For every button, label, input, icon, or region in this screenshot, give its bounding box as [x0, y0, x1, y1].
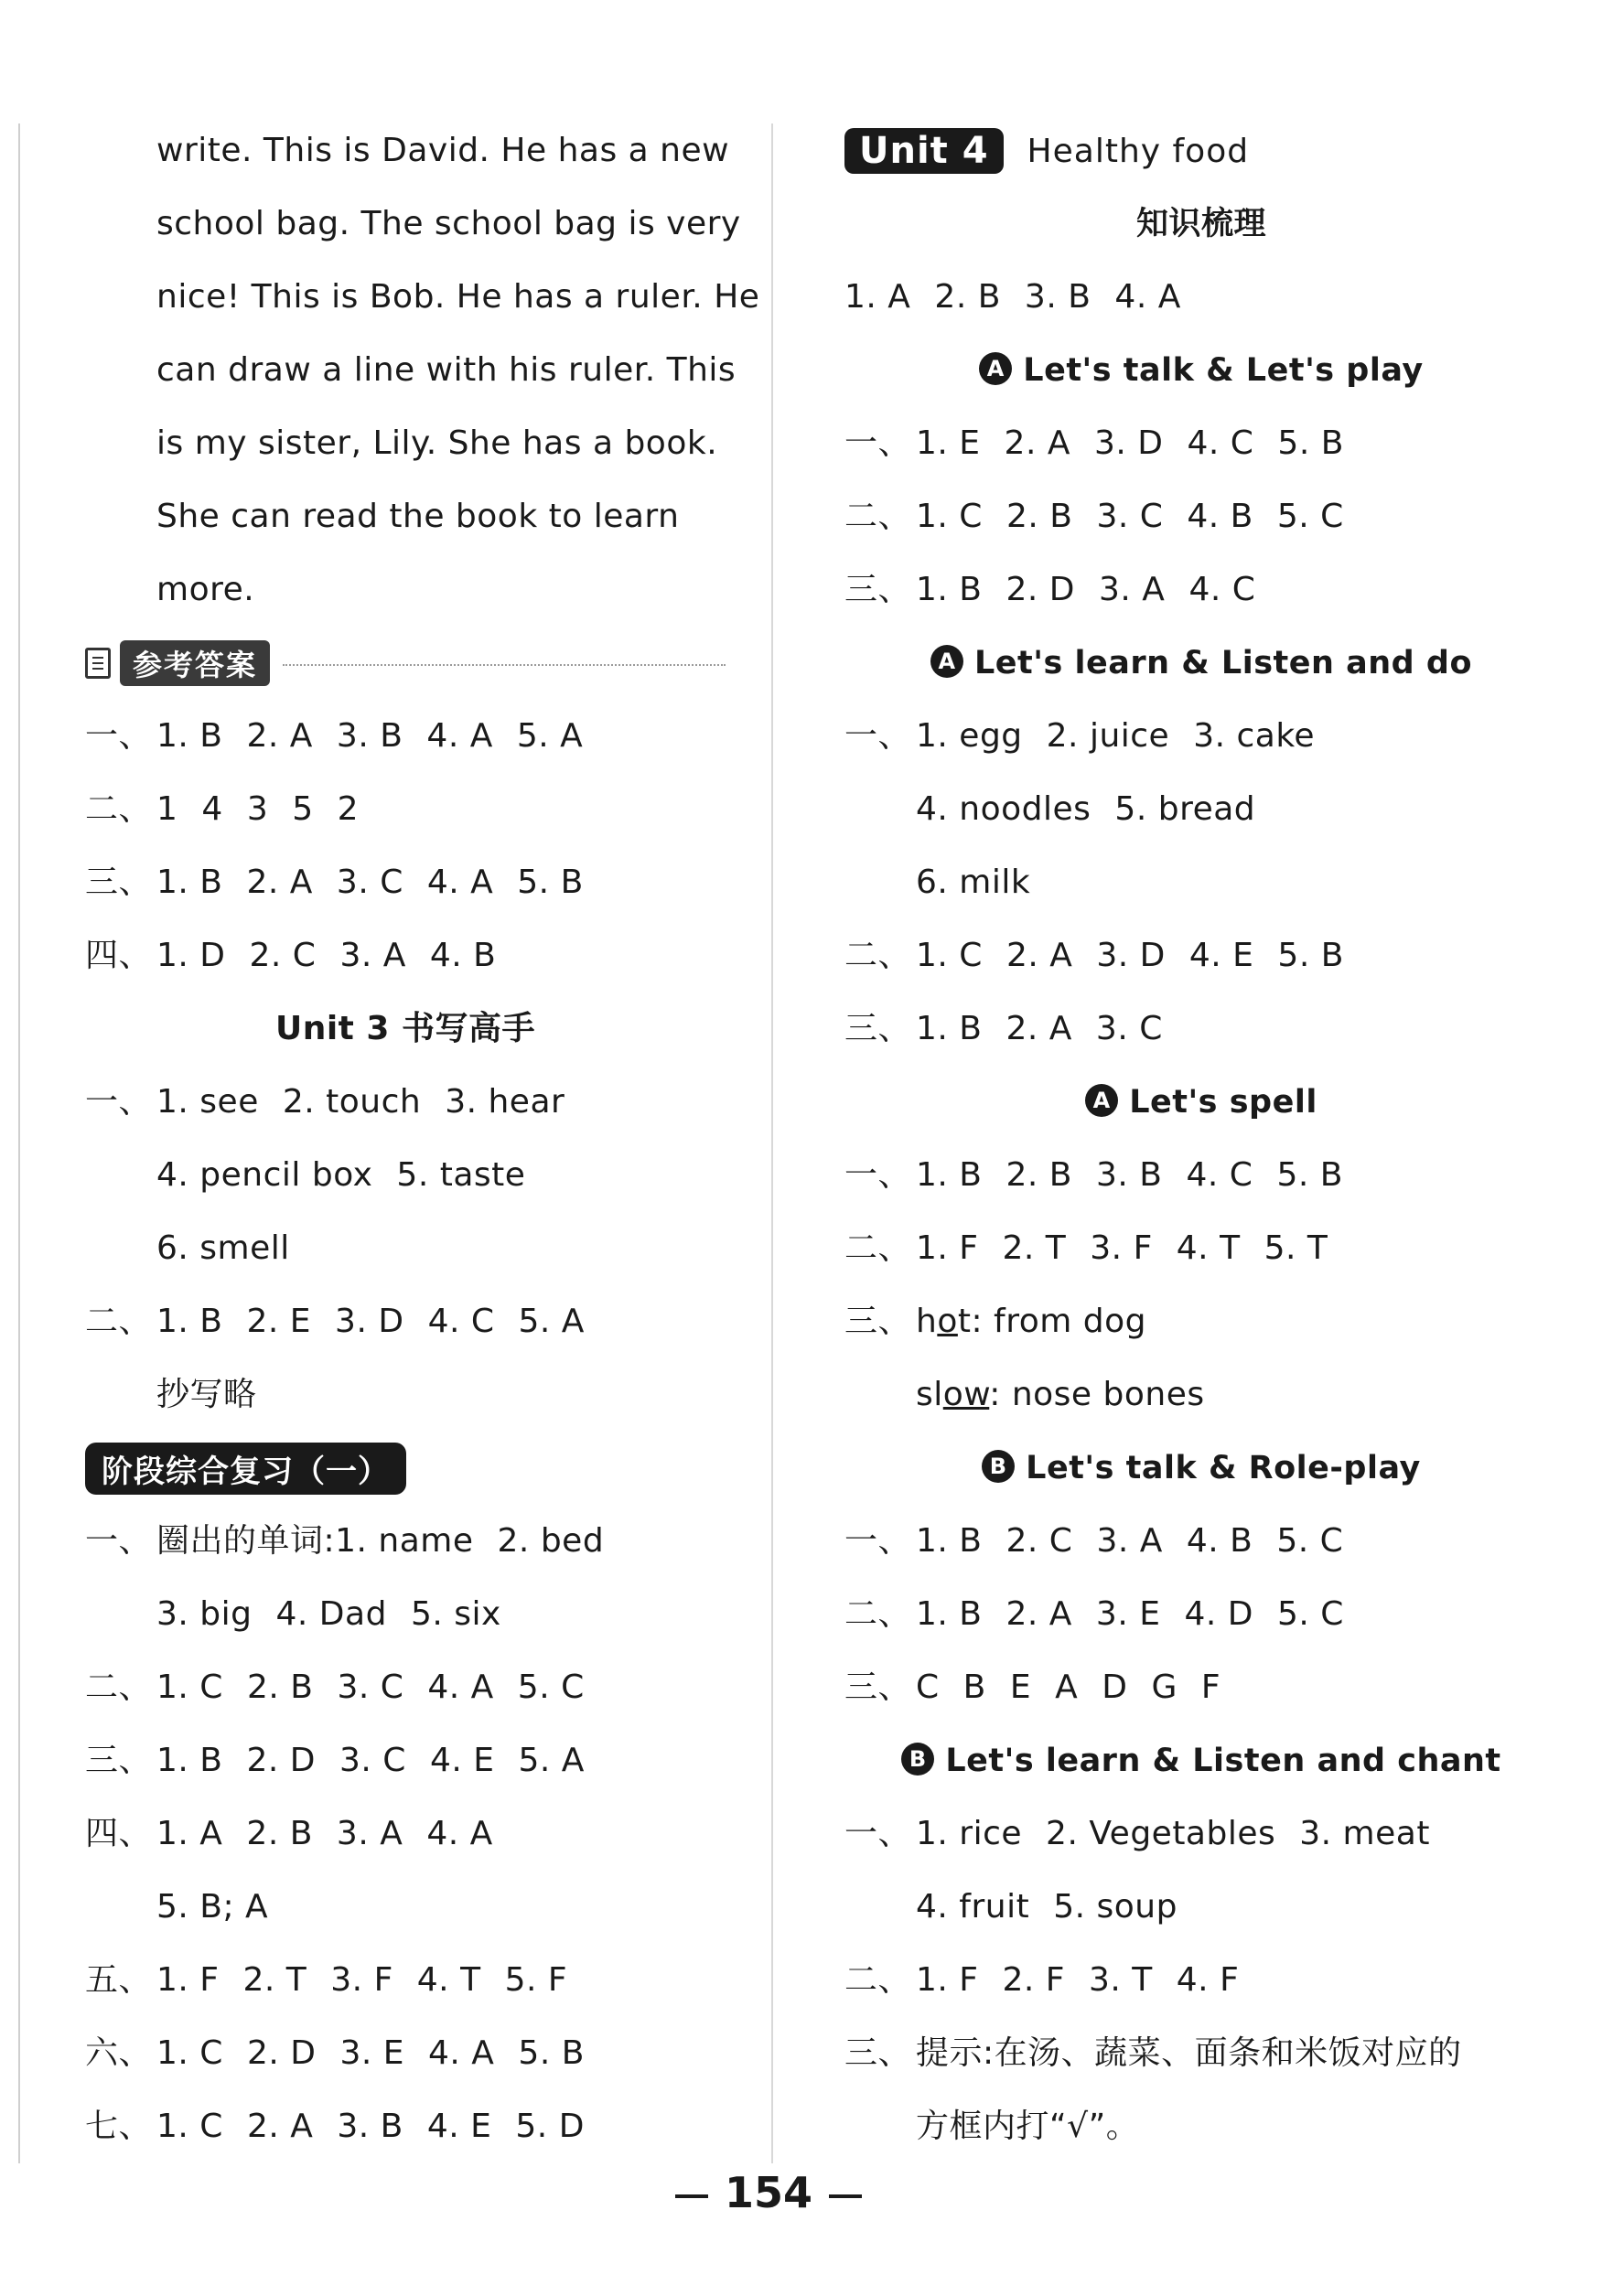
hot-word-start: h — [916, 1303, 938, 1340]
unit-title: Healthy food — [1027, 132, 1250, 170]
answer-item: 4. B — [1186, 1522, 1253, 1560]
row-prefix: 四、 — [85, 1815, 153, 1852]
row-prefix: 三、 — [844, 571, 912, 608]
answer-item: 2. Vegetables — [1046, 1815, 1276, 1852]
answer-row — [844, 1358, 1558, 1432]
answer-row — [85, 773, 726, 846]
answer-item: 5. C — [1276, 1595, 1344, 1633]
stage-review-label: 阶段综合复习（一） — [85, 1443, 406, 1495]
row-prefix: 一、 — [85, 1083, 153, 1121]
answer-item: 3. big — [156, 1595, 253, 1633]
answer-row — [85, 1139, 726, 1212]
answer-item: 2. bed — [497, 1522, 605, 1560]
answer-row — [844, 1871, 1558, 1944]
answer-item: 4. C — [1187, 424, 1254, 462]
answer-item: 2. C — [249, 937, 317, 974]
answer-item: 2. B — [246, 1668, 314, 1706]
row-prefix: 二、 — [85, 1303, 153, 1340]
section-heading — [844, 1432, 1558, 1505]
answer-row — [844, 407, 1558, 480]
answer-row — [85, 1212, 726, 1285]
left-margin-rule — [18, 123, 20, 2163]
part-a-badge: A — [979, 352, 1012, 385]
answer-item: 5. B — [518, 2034, 585, 2072]
answer-item: 4 — [201, 790, 223, 828]
answer-item: 3. C — [336, 864, 403, 901]
answer-item: 1. see — [156, 1083, 259, 1121]
answer-item: 3. B — [1096, 1156, 1163, 1194]
answer-row — [85, 1944, 726, 2017]
answer-row — [85, 1724, 726, 1797]
answer-item: 4. C — [1186, 1156, 1253, 1194]
answer-item: 2. D — [1005, 571, 1076, 608]
section-heading — [844, 627, 1558, 700]
answer-item: 4. E — [426, 2108, 492, 2145]
answer-item: 4. A — [426, 1815, 493, 1852]
answer-row — [844, 1212, 1558, 1285]
row-prefix: 一、 — [844, 424, 912, 462]
answer-item: G — [1151, 1668, 1177, 1706]
answer-item: 6. milk — [916, 864, 1031, 901]
passage-line: more. — [156, 571, 255, 608]
section-title: Let's learn & Listen and do — [973, 645, 1472, 681]
answer-item: 3. A — [339, 937, 406, 974]
answer-item: 5. B — [1277, 424, 1344, 462]
row-prefix: 三、 — [844, 1668, 912, 1706]
passage-line: She can read the book to learn — [156, 498, 680, 535]
answer-item: 3. T — [1089, 1961, 1153, 1999]
answer-item: 1. name — [335, 1522, 474, 1560]
answer-item: 3. meat — [1299, 1815, 1430, 1852]
answer-item: 3. C — [339, 1742, 406, 1779]
answer-row — [844, 1505, 1558, 1578]
answer-row — [844, 1651, 1558, 1724]
answer-row — [85, 1285, 726, 1358]
answer-item: 3. D — [335, 1303, 404, 1340]
answer-item: 2. B — [246, 1815, 313, 1852]
answer-item: 3. C — [1096, 498, 1164, 535]
part-a-badge: A — [1085, 1084, 1118, 1117]
answer-row — [844, 553, 1558, 627]
answer-item: 2 — [337, 790, 360, 828]
dash-right — [829, 2194, 862, 2198]
row-prefix: 五、 — [85, 1961, 153, 1999]
row-prefix: 二、 — [844, 498, 912, 535]
section-heading — [844, 1724, 1558, 1797]
answer-item: 4. A — [1114, 278, 1181, 316]
answer-item: 3. F — [1090, 1229, 1153, 1267]
answer-item: A — [1055, 1668, 1079, 1706]
answer-item: 2. T — [1002, 1229, 1067, 1267]
answer-row — [844, 1578, 1558, 1651]
answer-item: 1. D — [156, 937, 226, 974]
answer-item: 1. C — [156, 2034, 223, 2072]
answer-row — [844, 992, 1558, 1066]
answer-item: 5. soup — [1053, 1888, 1177, 1926]
answer-item: 2. B — [1005, 498, 1073, 535]
answer-item: 4. T — [416, 1961, 481, 1999]
copy-note: 抄写略 — [156, 1376, 257, 1413]
answer-item: 4. A — [426, 864, 494, 901]
hot-word-underlined: o — [937, 1303, 958, 1340]
row-prefix: 一、 — [85, 1522, 153, 1560]
answer-item: 6. smell — [156, 1229, 290, 1267]
answer-row — [85, 2017, 726, 2090]
answer-item: 1. B — [156, 1742, 223, 1779]
answer-item: 4. B — [429, 937, 497, 974]
row-prefix: 三、 — [85, 864, 153, 901]
answer-item: 5. C — [1276, 1522, 1344, 1560]
answer-item: 5. C — [1276, 498, 1344, 535]
answer-item: 3. C — [1095, 1010, 1163, 1047]
row-prefix: 一、 — [85, 717, 153, 755]
answer-item: 3. E — [339, 2034, 404, 2072]
section-title: Let's talk & Role-play — [1026, 1450, 1421, 1486]
answer-item: 2. F — [1002, 1961, 1065, 1999]
unit-label: Unit 4 — [844, 128, 1004, 174]
answer-item: 4. A — [428, 2034, 495, 2072]
answer-item: 1 — [156, 790, 178, 828]
answer-item: E — [1009, 1668, 1032, 1706]
answer-item: 2. A — [246, 717, 313, 755]
row-prefix: 二、 — [844, 1595, 912, 1633]
answer-item: 3. C — [337, 1668, 404, 1706]
row-prefix: 三、 — [844, 1303, 912, 1340]
right-column — [844, 114, 1558, 2163]
answer-item: 5. A — [518, 1303, 585, 1340]
answer-key-header — [85, 627, 726, 700]
answer-item: 1. F — [156, 1961, 220, 1999]
answer-item: 5. T — [1264, 1229, 1328, 1267]
answer-item: 5. F — [504, 1961, 568, 1999]
answer-item: 5. six — [410, 1595, 501, 1633]
dotted-rule — [283, 664, 726, 666]
slow-word-start: sl — [916, 1376, 943, 1413]
answer-row — [844, 2017, 1558, 2090]
answer-row — [85, 2090, 726, 2163]
answer-row — [85, 700, 726, 773]
answer-item: 5. D — [515, 2108, 585, 2145]
answer-item: 4. B — [1187, 498, 1253, 535]
row-prefix: 三、 — [844, 1010, 912, 1047]
answer-item: 3. D — [1096, 937, 1166, 974]
answer-item: 5. B — [517, 864, 584, 901]
answer-item: 4. T — [1176, 1229, 1241, 1267]
passage-line: write. This is David. He has a new — [156, 132, 730, 169]
row-prefix: 一、 — [844, 717, 912, 755]
answer-item: 1. B — [156, 717, 223, 755]
row-prefix: 七、 — [85, 2108, 153, 2145]
answer-item: 2. B — [1005, 1156, 1072, 1194]
answer-item: 3. D — [1093, 424, 1164, 462]
slow-word-underlined: ow — [942, 1376, 990, 1413]
unit4-header — [844, 114, 1558, 188]
answer-item: 3. E — [1095, 1595, 1161, 1633]
dash-left — [675, 2194, 708, 2198]
answer-row — [85, 846, 726, 919]
answer-item: C — [916, 1668, 940, 1706]
answer-item: 1. B — [916, 1595, 983, 1633]
row-prefix: 二、 — [844, 1229, 912, 1267]
part-b-badge: B — [982, 1450, 1015, 1483]
answer-row — [85, 919, 726, 992]
answer-item: 2. juice — [1046, 717, 1170, 755]
answer-item: 4. D — [1184, 1595, 1253, 1633]
document-icon — [85, 648, 111, 679]
answer-item: 1. rice — [916, 1815, 1023, 1852]
answer-item: 3 — [246, 790, 269, 828]
answer-item: 2. A — [1004, 424, 1070, 462]
answer-row — [85, 1505, 726, 1578]
answer-item: 3. B — [336, 717, 403, 755]
answer-item: F — [1200, 1668, 1221, 1706]
answer-item: 2. A — [1005, 1595, 1072, 1633]
circle-words-label: 圈出的单词: — [156, 1522, 336, 1560]
passage-line: nice! This is Bob. He has a ruler. He — [156, 278, 760, 316]
row-prefix: 三、 — [844, 2034, 912, 2072]
answer-item: 4. F — [1176, 1961, 1240, 1999]
answer-item: 3. A — [1099, 571, 1166, 608]
page-number-value: 154 — [724, 2168, 813, 2217]
answer-item: 1. B — [916, 1010, 983, 1047]
answer-item: 5. C — [517, 1668, 585, 1706]
answer-item: 5. bread — [1114, 790, 1256, 828]
row-prefix: 四、 — [85, 937, 153, 974]
section-heading — [844, 334, 1558, 407]
answer-item: 5. A — [516, 717, 584, 755]
section-title: Let's spell — [1129, 1084, 1317, 1121]
answer-key-label: 参考答案 — [120, 640, 270, 686]
answer-item: 3. F — [330, 1961, 393, 1999]
answer-item: 3. A — [1096, 1522, 1163, 1560]
column-divider — [771, 123, 773, 2163]
row-prefix: 二、 — [844, 1961, 912, 1999]
row-prefix: 一、 — [844, 1156, 912, 1194]
answer-item: 4. A — [427, 1668, 494, 1706]
answer-row — [844, 1797, 1558, 1871]
answer-item: 1. F — [916, 1229, 979, 1267]
answer-row — [85, 1797, 726, 1871]
answer-item: 1. C — [156, 2108, 223, 2145]
answer-row — [844, 919, 1558, 992]
answer-item: 2. A — [246, 2108, 314, 2145]
section-title: Let's talk & Let's play — [1023, 352, 1424, 389]
answer-item: 3. hear — [445, 1083, 565, 1121]
answer-item: 2. T — [242, 1961, 307, 1999]
answer-item: B — [962, 1668, 986, 1706]
answer-item: 4. C — [427, 1303, 495, 1340]
answer-item: 3. cake — [1193, 717, 1316, 755]
answer-item: 1. C — [916, 937, 983, 974]
answer-item: 4. E — [1188, 937, 1254, 974]
answer-item: 5. taste — [396, 1156, 526, 1194]
row-prefix: 二、 — [85, 790, 153, 828]
answer-item: 2. touch — [282, 1083, 422, 1121]
answer-row — [844, 846, 1558, 919]
passage-line: can draw a line with his ruler. This — [156, 351, 737, 389]
unit3-heading: Unit 3 书写高手 — [274, 1010, 536, 1047]
part-a-badge: A — [930, 645, 963, 678]
answer-item: 1. A — [844, 278, 911, 316]
answer-item: 4. A — [426, 717, 493, 755]
row-prefix: 三、 — [85, 1742, 153, 1779]
passage-line: is my sister, Lily. She has a book. — [156, 424, 718, 462]
answer-item: 1. C — [156, 1668, 223, 1706]
hint-text-cont: 方框内打“√”。 — [916, 2108, 1140, 2145]
answer-item: 1. B — [156, 864, 223, 901]
answer-row — [85, 1066, 726, 1139]
answer-item: 2. E — [246, 1303, 312, 1340]
row-prefix: 六、 — [85, 2034, 153, 2072]
row-prefix: 二、 — [85, 1668, 153, 1706]
stage-review-header — [85, 1432, 726, 1505]
answer-item: 1. E — [916, 424, 981, 462]
answer-item: 2. C — [1005, 1522, 1073, 1560]
answer-item: 5. A — [518, 1742, 585, 1779]
section-title: Let's learn & Listen and chant — [945, 1743, 1501, 1779]
page-number — [0, 2168, 1537, 2217]
answer-item: 1. egg — [916, 717, 1023, 755]
answer-item: 5 — [292, 790, 314, 828]
answer-item: 3. B — [337, 2108, 403, 2145]
answer-item: 3. B — [1024, 278, 1091, 316]
answer-row — [844, 480, 1558, 553]
answer-item: 1. B — [916, 1156, 983, 1194]
answer-item: 1. B — [916, 571, 983, 608]
answer-item: 2. B — [934, 278, 1001, 316]
row-prefix: 二、 — [844, 937, 912, 974]
left-column — [85, 114, 760, 2163]
answer-row — [844, 773, 1558, 846]
answer-item: 4. Dad — [275, 1595, 387, 1633]
answer-item: 5. B; A — [156, 1888, 269, 1926]
answer-row — [85, 1651, 726, 1724]
answer-row — [844, 700, 1558, 773]
answer-item: 4. noodles — [916, 790, 1091, 828]
answer-item: 2. D — [246, 1742, 317, 1779]
part-b-badge: B — [901, 1743, 934, 1776]
answer-row — [844, 261, 1558, 334]
answer-item: 1. B — [916, 1522, 983, 1560]
row-prefix: 一、 — [844, 1522, 912, 1560]
answer-row — [844, 1944, 1558, 2017]
answer-item: 2. D — [246, 2034, 317, 2072]
answer-row — [85, 1578, 726, 1651]
answer-item: 4. C — [1188, 571, 1256, 608]
row-prefix: 一、 — [844, 1815, 912, 1852]
answer-item: 2. A — [1005, 937, 1073, 974]
answer-item: 1. C — [916, 498, 983, 535]
answer-item: 3. A — [336, 1815, 403, 1852]
knowledge-heading: 知识梳理 — [1135, 206, 1266, 242]
answer-item: D — [1102, 1668, 1128, 1706]
answer-item: 1. A — [156, 1815, 223, 1852]
slow-word-rest: : nose bones — [989, 1376, 1205, 1413]
answer-item: 1. B — [156, 1303, 223, 1340]
passage-line: school bag. The school bag is very — [156, 205, 741, 242]
answer-item: 4. fruit — [916, 1888, 1030, 1926]
hint-text: 提示:在汤、蔬菜、面条和米饭对应的 — [916, 2034, 1462, 2072]
answer-item: 4. pencil box — [156, 1156, 373, 1194]
hot-word-rest: t: from dog — [957, 1303, 1146, 1340]
answer-row — [844, 1285, 1558, 1358]
answer-item: 5. B — [1277, 937, 1344, 974]
answer-row — [844, 1139, 1558, 1212]
answer-item: 1. F — [916, 1961, 979, 1999]
answer-item: 4. E — [429, 1742, 495, 1779]
answer-item: 2. A — [246, 864, 313, 901]
answer-item: 2. A — [1005, 1010, 1072, 1047]
section-heading — [844, 1066, 1558, 1139]
answer-row — [85, 1871, 726, 1944]
answer-item: 5. B — [1276, 1156, 1343, 1194]
